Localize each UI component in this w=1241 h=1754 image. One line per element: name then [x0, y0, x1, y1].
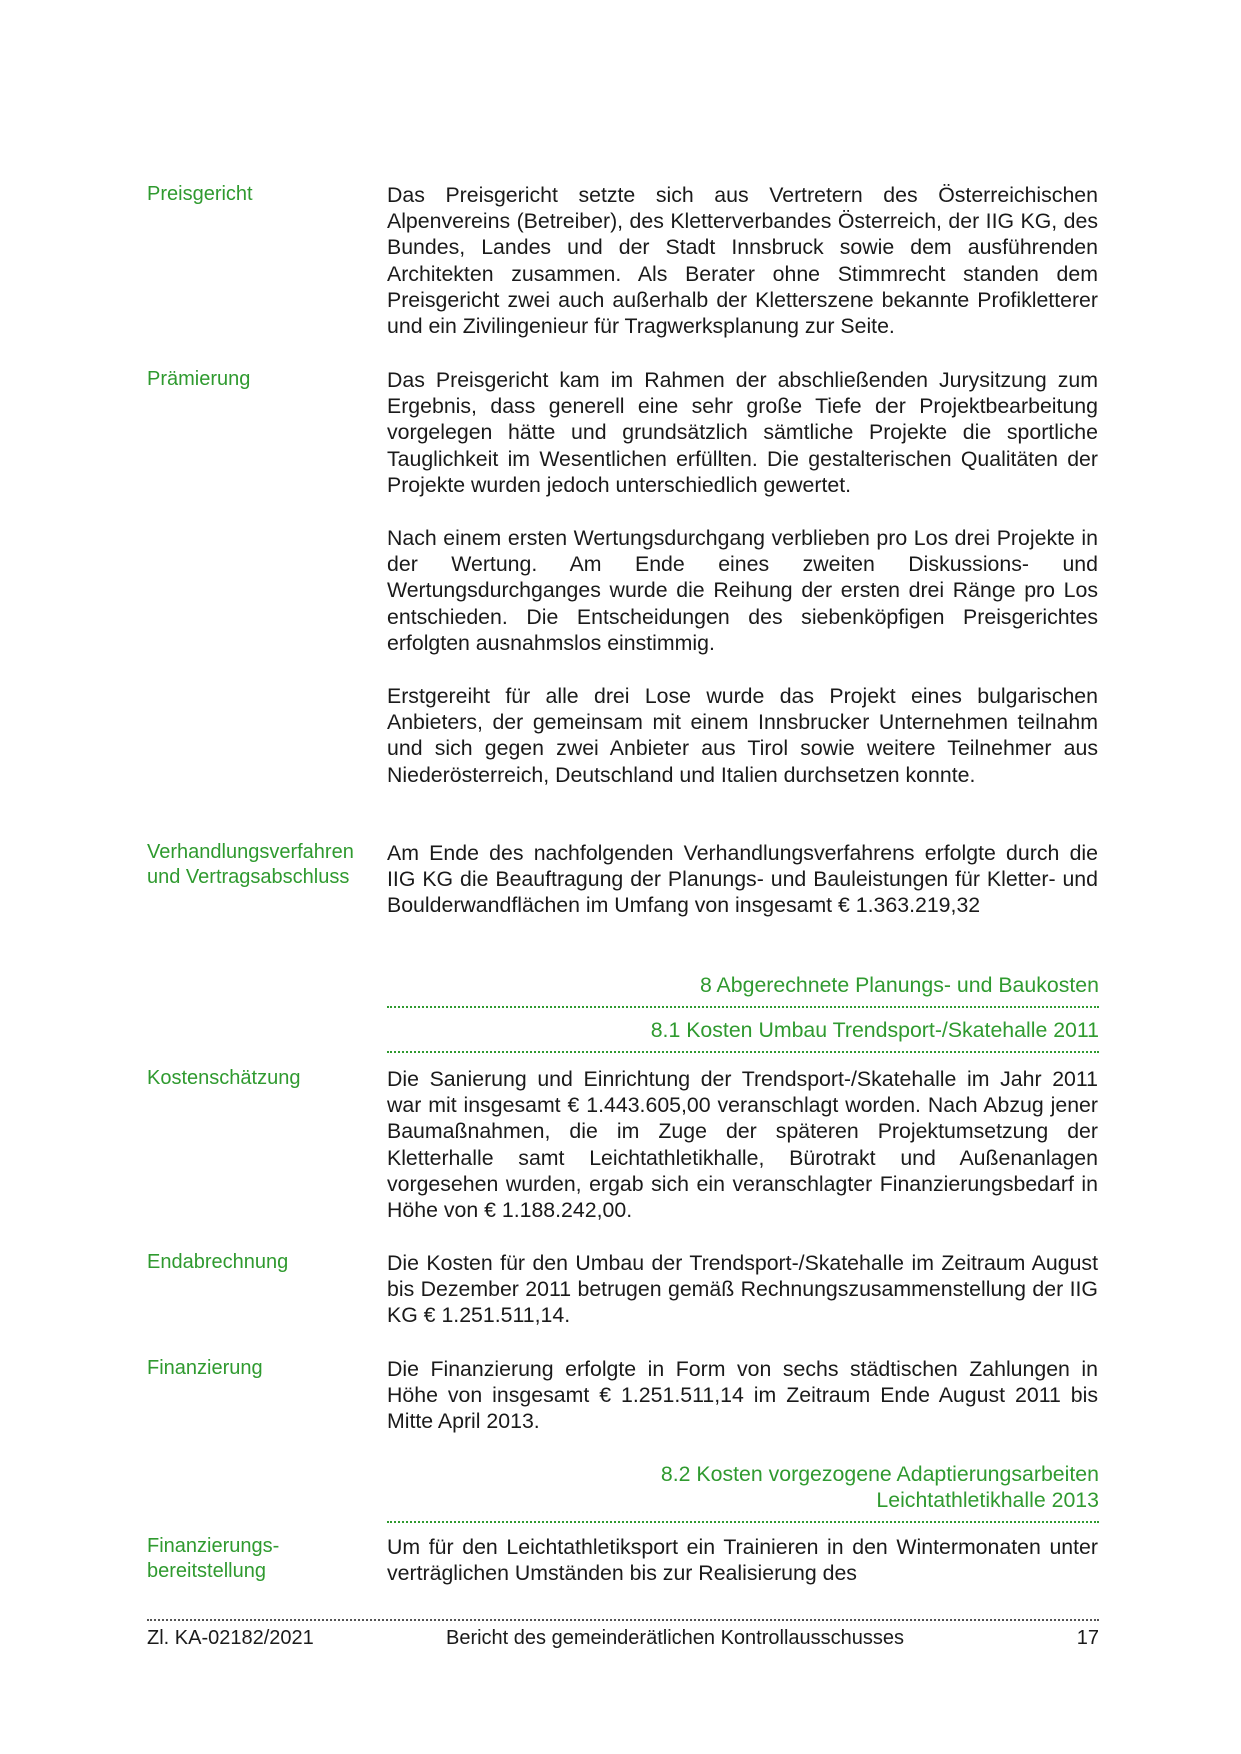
section-body — [387, 1066, 1098, 1250]
margin-label — [147, 840, 387, 890]
margin-label-line: und Vertragsabschluss — [147, 866, 350, 888]
footer-title: Bericht des gemeinderätlichen Kontrollausschusses — [445, 1627, 905, 1649]
margin-label-line: Finanzierungs- — [147, 1535, 280, 1557]
section-body — [387, 840, 1098, 946]
heading-text: 8.2 Kosten vorgezogene Adaptierungsarbeiten — [660, 1462, 1099, 1486]
margin-label-line: bereitstellung — [147, 1560, 266, 1582]
paragraph: Die Sanierung und Einrichtung der Trendsport-/Skatehalle im Jahr 2011 war mit insgesamt € 1.443.605,00 veranschlagt worden. Nach Abzug jener Baumaßnahmen, die im Zuge der späteren Projektumsetzung der Kletterhalle samt Leichtathletikhalle, Bürotrakt und Außenanlagen vorgesehen wurden, ergab sich ein veranschlagter Finanzierungsbedarf in Höhe von € 1.188.242,00. — [387, 1067, 1098, 1223]
page-number: 17 — [1076, 1627, 1099, 1649]
section-body — [387, 1534, 1098, 1613]
margin-label: Finanzierung — [147, 1357, 263, 1379]
paragraph: Das Preisgericht setzte sich aus Vertretern des Österreichischen Alpenvereins (Betreiber), des Kletterverbandes Österreich, der IIG KG, des Bundes, Landes und der Stadt Innsbruck sowie dem ausführenden Architekten zusammen. Als Berater ohne Stimmrecht standen dem Preisgericht zwei auch außerhalb der Kletterszene bekannte Profikletterer und ein Zivilingenieur für Tragwerksplanung zur Seite. — [387, 183, 1098, 339]
margin-label: Kostenschätzung — [147, 1067, 301, 1089]
heading-text: 8 Abgerechnete Planungs- und Baukosten — [699, 973, 1099, 997]
paragraph: Die Finanzierung erfolgte in Form von sechs städtischen Zahlungen in Höhe von insgesamt € 1.251.511,14 im Zeitraum Ende August 2011 bis Mitte April 2013. — [387, 1357, 1098, 1434]
heading-text: 8.1 Kosten Umbau Trendsport-/Skatehalle 2011 — [650, 1018, 1099, 1042]
margin-label: Preisgericht — [147, 183, 253, 205]
paragraph: Erstgereiht für alle drei Lose wurde das Projekt eines bulgarischen Anbieters, der gemeinsam mit einem Innsbrucker Unternehmen teilnahm und sich gegen zwei Anbieter aus Tirol sowie weitere Teilnehmer aus Niederösterreich, Deutschland und Italien durchsetzen konnte. — [387, 684, 1098, 787]
margin-label: Endabrechnung — [147, 1251, 289, 1273]
section-heading — [387, 1017, 1099, 1053]
footer-divider — [147, 1619, 1099, 1621]
chapter-heading — [387, 972, 1099, 1008]
paragraph: Die Kosten für den Umbau der Trendsport-/Skatehalle im Zeitraum August bis Dezember 2011 betrugen gemäß Rechnungszusammenstellung der IIG KG € 1.251.511,14. — [387, 1251, 1098, 1328]
heading-text: Leichtathletikhalle 2013 — [876, 1488, 1099, 1512]
section-body — [387, 1356, 1098, 1462]
paragraph: Um für den Leichtathletiksport ein Trainieren in den Wintermonaten unter verträglichen Umständen bis zur Realisierung des — [387, 1535, 1098, 1586]
section-body — [387, 182, 1098, 366]
margin-label — [147, 1534, 387, 1584]
section-heading — [387, 1461, 1099, 1523]
footer-reference: Zl. KA-02182/2021 — [147, 1627, 314, 1649]
section-body — [387, 367, 1098, 815]
section-body — [387, 1250, 1098, 1356]
paragraph: Am Ende des nachfolgenden Verhandlungsverfahrens erfolgte durch die IIG KG die Beauftragung der Planungs- und Bauleistungen für Kletter- und Boulderwandflächen im Umfang von insgesamt € 1.363.219,32 — [387, 841, 1098, 918]
margin-label-line: Verhandlungsverfahren — [147, 841, 354, 863]
margin-label: Prämierung — [147, 368, 251, 390]
paragraph: Nach einem ersten Wertungsdurchgang verblieben pro Los drei Projekte in der Wertung. Am Ende eines zweiten Diskussions- und Wertungsdurchganges wurde die Reihung der ersten drei Ränge pro Los entschieden. Die Entscheidungen des siebenköpfigen Preisgerichtes erfolgten ausnahmslos einstimmig. — [387, 526, 1098, 655]
paragraph: Das Preisgericht kam im Rahmen der abschließenden Jurysitzung zum Ergebnis, dass generell eine sehr große Tiefe der Projektbearbeitung vorgelegen hätte und grundsätzlich sämtliche Projekte die sportliche Tauglichkeit im Wesentlichen erfüllten. Die gestalterischen Qualitäten der Projekte wurden jedoch unterschiedlich gewertet. — [387, 368, 1098, 497]
